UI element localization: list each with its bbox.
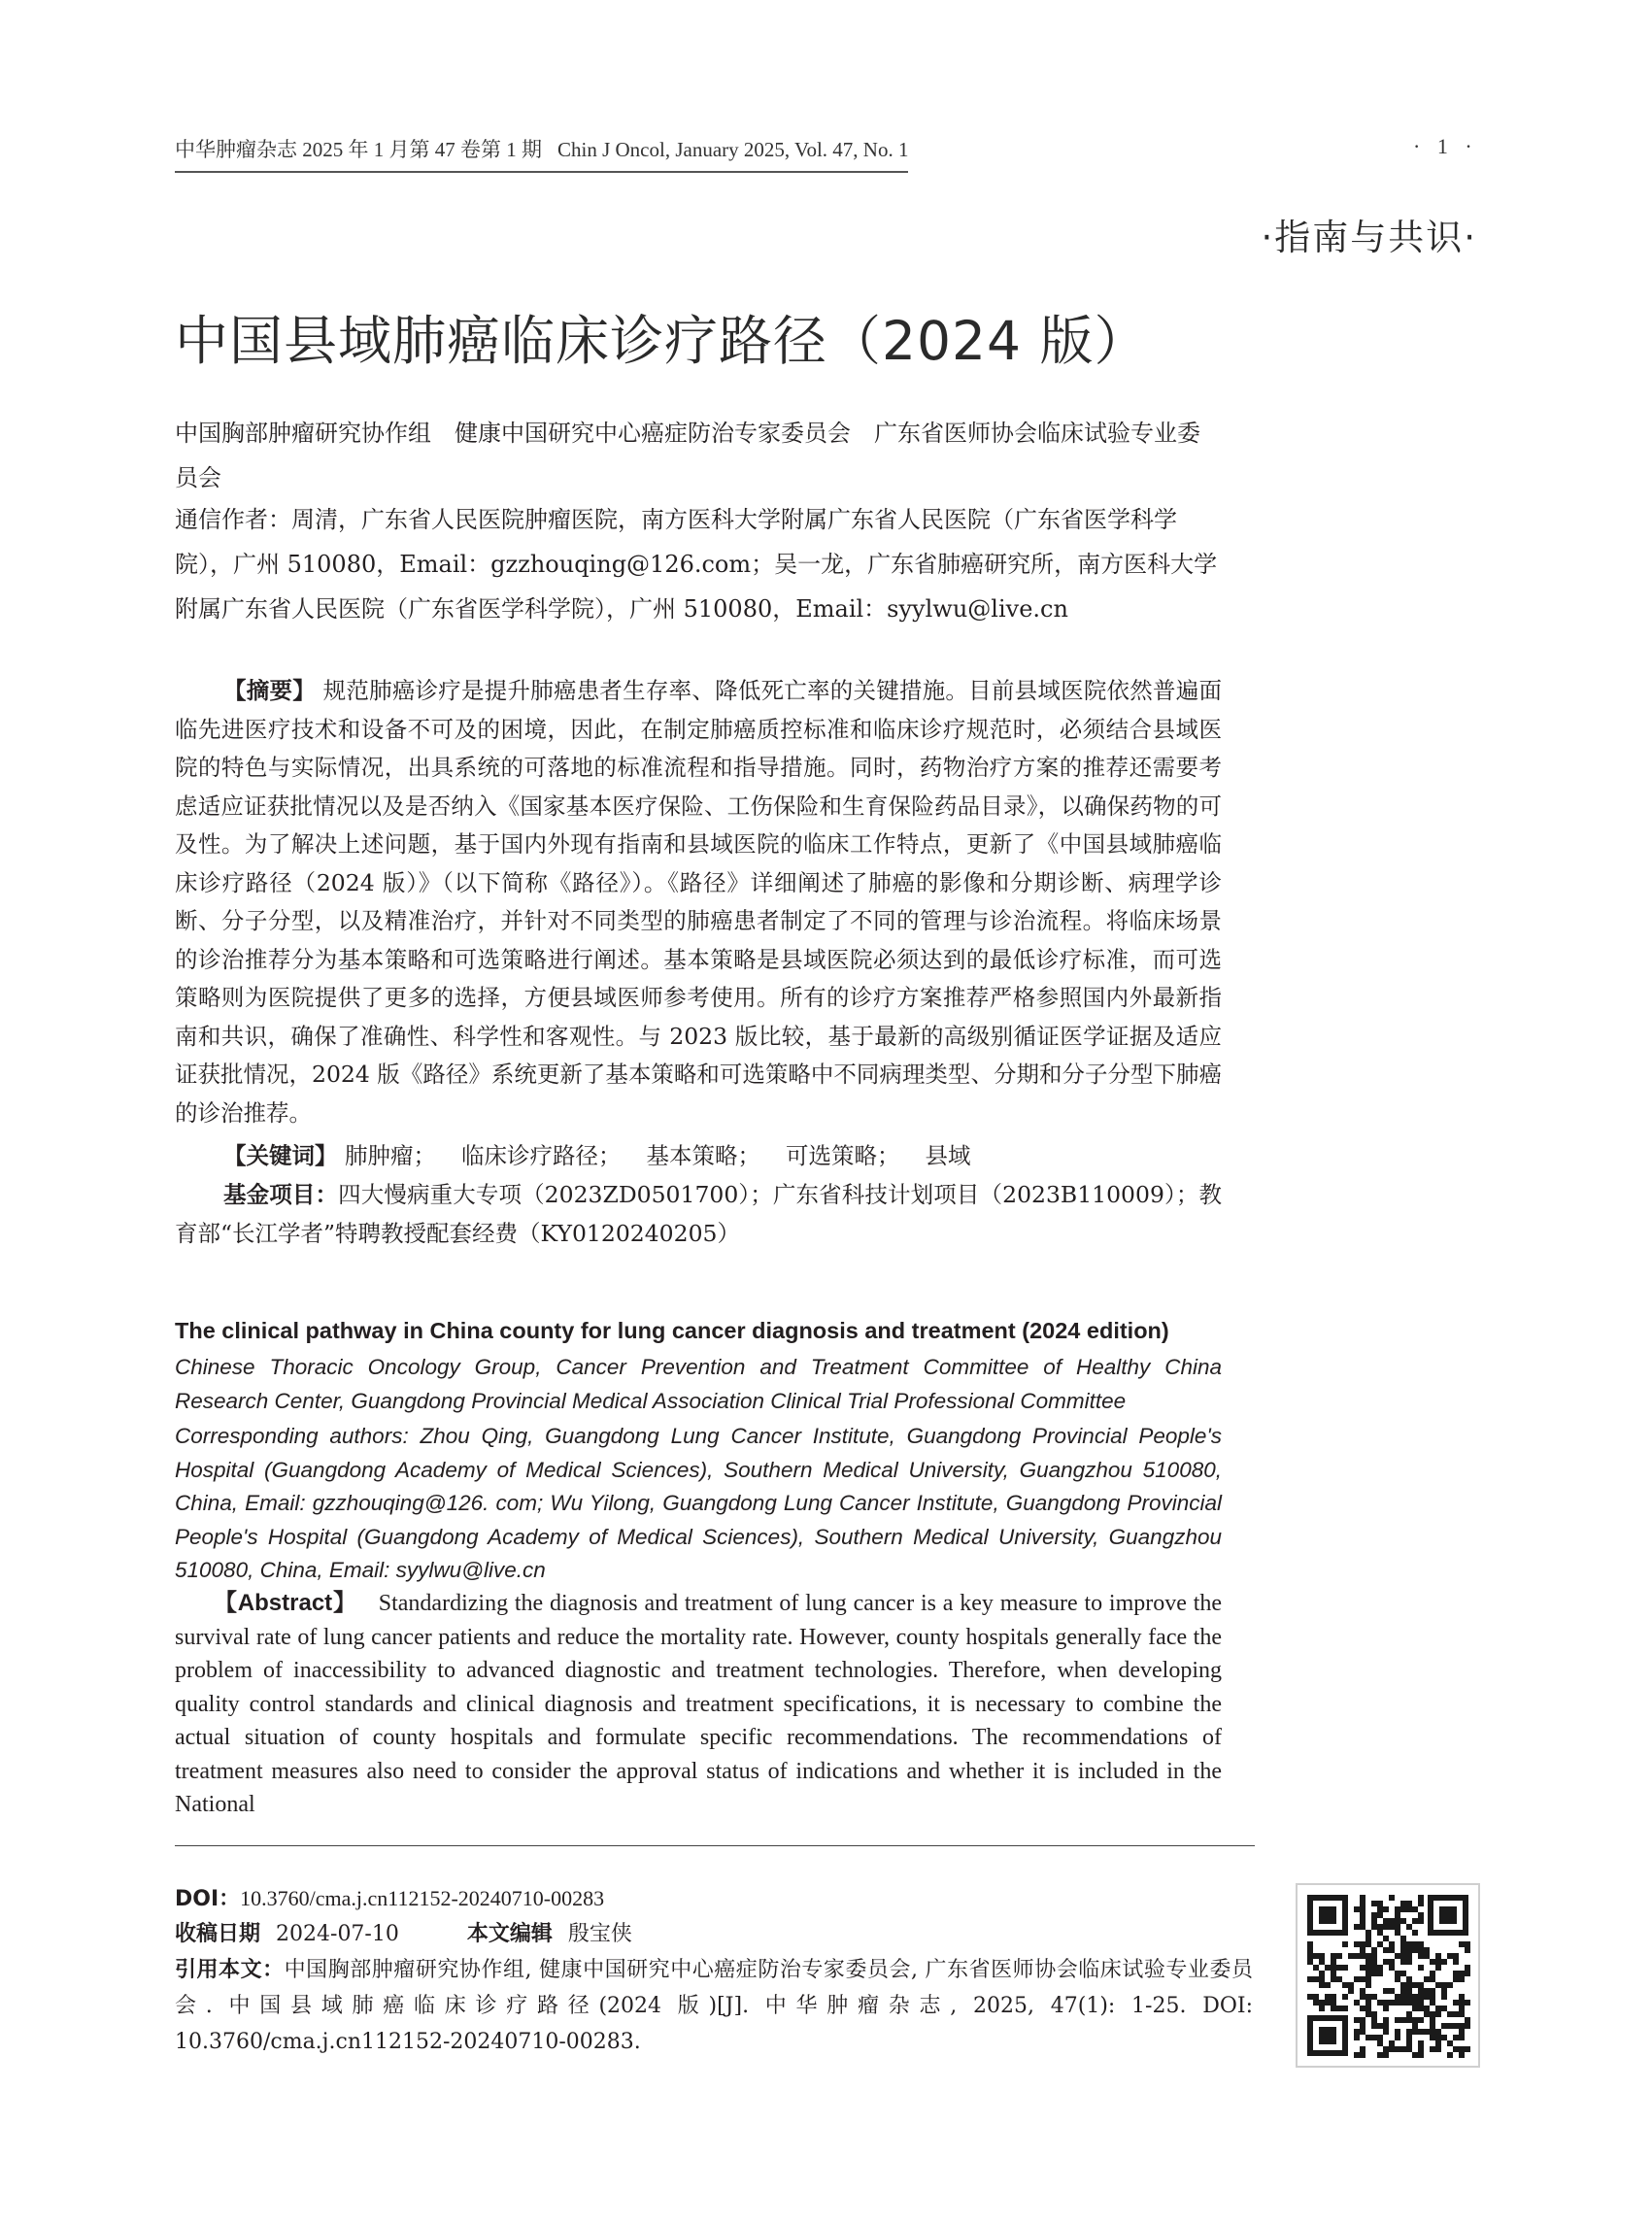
running-header <box>175 134 908 173</box>
keywords-label: 【关键词】 <box>223 1142 338 1169</box>
keyword-item: 临床诊疗路径； <box>460 1142 622 1169</box>
funding-text: 四大慢病重大专项（2023ZD0501700）；广东省科技计划项目（2023B110009）；教育部“长江学者”特聘教授配套经费（KY0120240205） <box>175 1181 1223 1247</box>
qr-code-icon[interactable] <box>1296 1883 1480 2068</box>
keyword-item: 肺肿瘤； <box>344 1142 436 1169</box>
article-title: 中国县域肺癌临床诊疗路径（2024 版） <box>175 310 1149 372</box>
funding-cn <box>175 1175 1222 1253</box>
doi-label: DOI： <box>175 1887 241 1911</box>
received-date: 2024-07-10 <box>276 1922 399 1946</box>
footnote-divider <box>175 1845 1255 1846</box>
english-corresponding-authors: Corresponding authors: Zhou Qing, Guangdong Lung Cancer Institute, Guangdong Provincial People's Hospital (Guangdong Academy of Medical Sciences), Southern Medical University, Guangzhou 510080, China, Email: gzzhouqing@126. com; Wu Yilong, Guangdong Lung Cancer Institute, Guangdong Provincial People's Hospital (Guangdong Academy of Medical Sciences), Southern Medical University, Guangzhou 510080, China, Email: syylwu@live.cn <box>175 1424 1222 1582</box>
received-line <box>175 1916 1272 1952</box>
received-label: 收稿日期 <box>175 1922 261 1946</box>
keyword-item: 基本策略； <box>646 1142 760 1169</box>
abstract-cn-label: 【摘要】 <box>223 677 316 704</box>
abstract-en-label: 【Abstract】 <box>214 1590 357 1616</box>
keyword-item: 县域 <box>925 1142 971 1169</box>
corresponding-authors-cn: 通信作者：周清，广东省人民医院肿瘤医院，南方医科大学附属广东省人民医院（广东省医学科学院），广州 510080，Email：gzzhouqing@126.com；吴一龙，广东省肺癌研究所，南方医科大学附属广东省人民医院（广东省医学科学院），广州 510080，Email：syylwu@live.cn <box>175 506 1218 623</box>
abstract-en-text: Standardizing the diagnosis and treatment of lung cancer is a key measure to improve the survival rate of lung cancer patients and reduce the mortality rate. However, county hospitals generally face the problem of inaccessibility to advanced diagnostic and treatment technologies. Therefore, when developing quality control standards and clinical diagnosis and treatment specifications, it is necessary to combine the actual situation of county hospitals and formulate specific recommendations. The recommendations of treatment measures also need to consider the approval status of indications and whether it is included in the National <box>175 1591 1223 1817</box>
doi-value[interactable]: 10.3760/cma.j.cn112152-20240710-00283 <box>240 1886 605 1910</box>
english-title: The clinical pathway in China county for lung cancer diagnosis and treatment (2024 edition) <box>175 1318 1169 1343</box>
abstract-cn-text: 规范肺癌诊疗是提升肺癌患者生存率、降低死亡率的关键措施。目前县域医院依然普遍面临先进医疗技术和设备不可及的困境，因此，在制定肺癌质控标准和临床诊疗规范时，必须结合县域医院的特色与实际情况，出具系统的可落地的标准流程和指导措施。同时，药物治疗方案的推荐还需要考虑适应证获批情况以及是否纳入《国家基本医疗保险、工伤保险和生育保险药品目录》，以确保药物的可及性。为了解决上述问题，基于国内外现有指南和县域医院的临床工作特点，更新了《中国县域肺癌临床诊疗路径（2024 版）》（以下简称《路径》）。《路径》详细阐述了肺癌的影像和分期诊断、病理学诊断、分子分型，以及精准治疗，并针对不同类型的肺癌患者制定了不同的管理与诊治流程。将临床场景的诊治推荐分为基本策略和可选策略进行阐述。基本策略是县域医院必须达到的最低诊疗标准，而可选策略则为医院提供了更多的选择，方便县域医师参考使用。所有的诊疗方案推荐严格参照国内外最新指南和共识，确保了准确性、科学性和客观性。与 2023 版比较，基于最新的高级别循证医学证据及适应证获批情况，2024 版《路径》系统更新了基本策略和可选策略中不同病理类型、分期和分子分型下肺癌的诊治推荐。 <box>175 677 1222 1127</box>
authors-cn: 中国胸部肿瘤研究协作组 健康中国研究中心癌症防治专家委员会 广东省医师协会临床试验专业委员会 <box>175 420 1200 491</box>
page-number: · 1 · <box>1413 134 1478 158</box>
keywords-cn <box>223 1136 970 1175</box>
abstract-cn <box>175 672 1222 1132</box>
citation-block <box>175 1952 1253 2060</box>
editor-label: 本文编辑 <box>466 1922 553 1946</box>
editor-name: 殷宝侠 <box>567 1922 632 1946</box>
citation-label: 引用本文： <box>175 1958 285 1982</box>
doi-line <box>175 1880 1272 1917</box>
funding-label: 基金项目： <box>223 1181 339 1208</box>
english-authors: Chinese Thoracic Oncology Group, Cancer Prevention and Treatment Committee of Healthy China Research Center, Guangdong Provincial Medical Association Clinical Trial Professional Committee <box>175 1355 1222 1413</box>
section-heading: ·指南与共识· <box>1261 217 1477 258</box>
citation-text: 中国胸部肿瘤研究协作组, 健康中国研究中心癌症防治专家委员会, 广东省医师协会临床试验专业委员会. 中国县域肺癌临床诊疗路径(2024 版)[J]. 中华肿瘤杂志, 2025, 47(1): 1-25. DOI: 10.3760/cma.j.cn112152-20240710-00283. <box>175 1958 1253 2054</box>
keyword-item: 可选策略； <box>785 1142 900 1169</box>
qr-code-graphic <box>1298 1885 1478 2066</box>
journal-name-en: Chin J Oncol, January 2025, Vol. 47, No. 1 <box>557 138 909 161</box>
abstract-en <box>175 1587 1222 1822</box>
journal-name-cn: 中华肿瘤杂志 2025 年 1 月第 47 卷第 1 期 <box>175 138 542 161</box>
